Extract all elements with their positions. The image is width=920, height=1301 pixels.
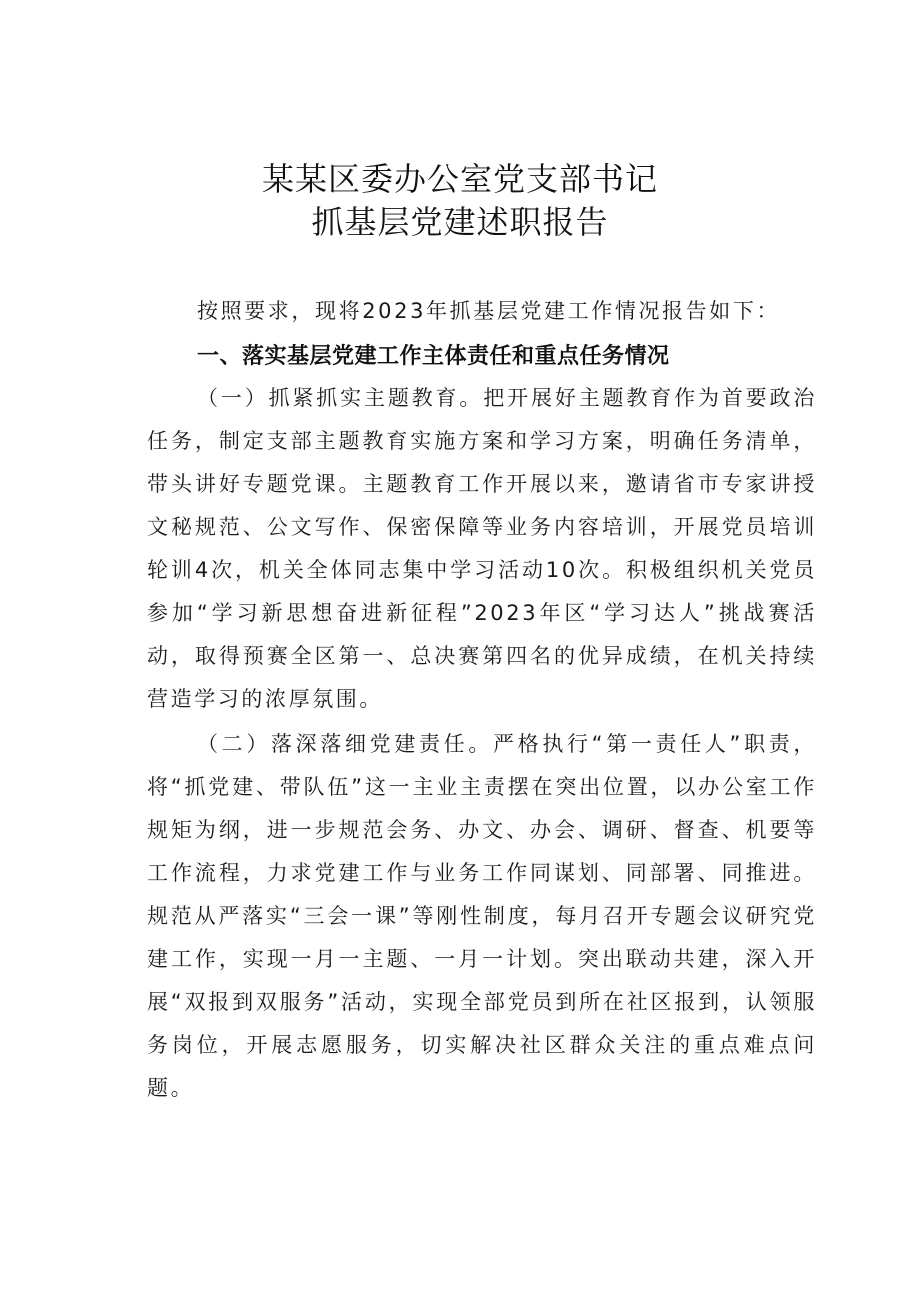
title-line-1: 某某区委办公室党支部书记 (261, 160, 658, 198)
body-paragraph-1: （一）抓紧抓实主题教育。把开展好主题教育作为首要政治任务，制定支部主题教育实施方案和学习方案，明确任务清单，带头讲好专题党课。主题教育工作开展以来，邀请省市专家讲授文秘规范、公文写作、保密保障等业务内容培训，开展党员培训轮训4次，机关全体同志集中学习活动10次。积极组织机关党员参加“学习新思想奋进新征程”2023年区“学习达人”挑战赛活动，取得预赛全区第一、总决赛第四名的优异成绩，在机关持续营造学习的浓厚氛围。 (147, 386, 817, 711)
title-line-2: 抓基层党建述职报告 (311, 203, 609, 241)
body-paragraph-2: （二）落深落细党建责任。严格执行“第一责任人”职责，将“抓党建、带队伍”这一主业主责摆在突出位置，以办公室工作规矩为纲，进一步规范会务、办文、办会、调研、督查、机要等工作流程，力求党建工作与业务工作同谋划、同部署、同推进。规范从严落实“三会一课”等刚性制度，每月召开专题会议研究党建工作，实现一月一主题、一月一计划。突出联动共建，深入开展“双报到双服务”活动，实现全部党员到所在社区报到，认领服务岗位，开展志愿服务，切实解决社区群众关注的重点难点问题。 (147, 732, 817, 1100)
intro-paragraph: 按照要求，现将2023年抓基层党建工作情况报告如下： (197, 299, 781, 323)
section-heading: 一、落实基层党建工作主体责任和重点任务情况 (197, 344, 670, 369)
